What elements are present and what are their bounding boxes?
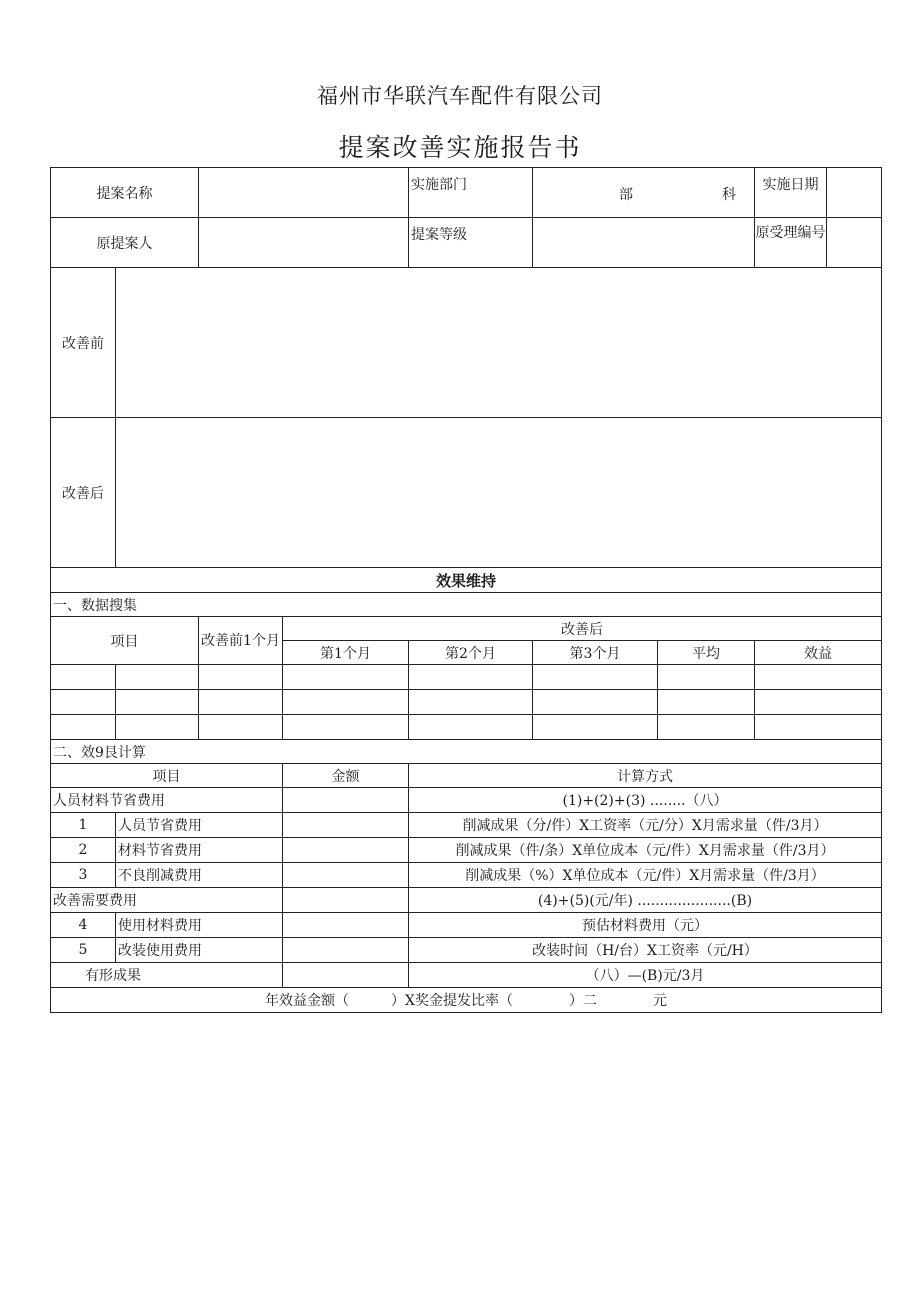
proposal-name-label: 提案名称 (51, 168, 199, 218)
savings-label: 人员材料节省费用 (51, 788, 283, 813)
data-cell[interactable] (409, 715, 533, 740)
row4-formula: 预估材料费用（元） (409, 913, 882, 938)
row1-no: 1 (51, 813, 116, 838)
average-header: 平均 (658, 641, 755, 665)
row1-label: 人员节省费用 (116, 813, 283, 838)
row4-amount-field[interactable] (283, 913, 409, 938)
data-cell[interactable] (51, 690, 116, 715)
row4-label: 使用材料费用 (116, 913, 283, 938)
data-cell[interactable] (199, 715, 283, 740)
item-header: 项目 (51, 617, 199, 665)
data-cell[interactable] (409, 665, 533, 690)
savings-amount-field[interactable] (283, 788, 409, 813)
row2-formula: 削减成果（件/条）X单位成本（元/件）X月需求量（件/3月） (409, 838, 882, 863)
impl-date-cell (755, 168, 882, 218)
data-cell[interactable] (283, 665, 409, 690)
data-collection-label: 一、数据搜集 (51, 593, 882, 617)
savings-formula: (1)+(2)+(3) ........（八） (409, 788, 882, 813)
after-content-area[interactable] (116, 418, 882, 568)
data-cell[interactable] (755, 715, 882, 740)
row3-amount-field[interactable] (283, 863, 409, 888)
data-cell[interactable] (658, 715, 755, 740)
cost-label: 改善需要费用 (51, 888, 283, 913)
cost-amount-field[interactable] (283, 888, 409, 913)
row5-formula: 改装时间（H/台）X工资率（元/H） (409, 938, 882, 963)
tangible-amount-field[interactable] (283, 963, 409, 988)
after-header: 改善后 (283, 617, 882, 641)
data-cell[interactable] (755, 690, 882, 715)
data-cell[interactable] (658, 665, 755, 690)
proposal-grade-field[interactable] (533, 218, 755, 268)
cost-formula: (4)+(5)(元/年) .....................(B) (409, 888, 882, 913)
tangible-formula: （八）—(B)元/3月 (409, 963, 882, 988)
annual-benefit-text: 年效益金额（ ）X奖金提发比率（ ）二 元 (51, 988, 882, 1013)
row4-no: 4 (51, 913, 116, 938)
data-row (51, 690, 882, 715)
data-cell[interactable] (116, 665, 199, 690)
row5-no: 5 (51, 938, 116, 963)
row3-formula: 削减成果（%）X单位成本（元/件）X月需求量（件/3月） (409, 863, 882, 888)
before-month-header: 改善前1个月 (199, 617, 283, 665)
proposal-name-field[interactable] (199, 168, 409, 218)
data-cell[interactable] (283, 715, 409, 740)
calc-section-label: 二、效9艮计算 (51, 740, 882, 764)
data-cell[interactable] (116, 715, 199, 740)
impl-date-field[interactable] (827, 168, 881, 217)
report-form (50, 167, 882, 1013)
data-cell[interactable] (533, 715, 658, 740)
original-no-field[interactable] (827, 218, 881, 267)
month1-header: 第1个月 (283, 641, 409, 665)
row3-label: 不良削减费用 (116, 863, 283, 888)
month3-header: 第3个月 (533, 641, 658, 665)
row2-label: 材料节省费用 (116, 838, 283, 863)
row1-formula: 削减成果（分/件）X工资率（元/分）X月需求量（件/3月） (409, 813, 882, 838)
calc-item-header: 项目 (51, 764, 283, 788)
impl-dept-label: 实施部门 (409, 168, 533, 218)
impl-date-label: 实施日期 (755, 168, 827, 217)
data-cell[interactable] (755, 665, 882, 690)
dept-section: 科 (722, 187, 736, 203)
data-cell[interactable] (658, 690, 755, 715)
data-cell[interactable] (51, 665, 116, 690)
before-label: 改善前 (51, 268, 116, 418)
row3-no: 3 (51, 863, 116, 888)
company-name: 福州市华联汽车配件有限公司 (317, 84, 603, 108)
benefit-header: 效益 (755, 641, 882, 665)
data-row (51, 665, 882, 690)
data-cell[interactable] (533, 690, 658, 715)
before-content-area[interactable] (116, 268, 882, 418)
original-proposer-label: 原提案人 (51, 218, 199, 268)
data-cell[interactable] (199, 665, 283, 690)
dept-unit: 部 (619, 187, 633, 203)
data-row (51, 715, 882, 740)
original-no-label: 原受理编号 (755, 218, 827, 267)
effect-section-title: 效果维持 (51, 568, 882, 593)
proposal-grade-label: 提案等级 (409, 218, 533, 268)
calc-amount-header: 金额 (283, 764, 409, 788)
data-cell[interactable] (51, 715, 116, 740)
row5-amount-field[interactable] (283, 938, 409, 963)
data-cell[interactable] (409, 690, 533, 715)
tangible-label: 有形成果 (51, 963, 283, 988)
row5-label: 改装使用费用 (116, 938, 283, 963)
data-cell[interactable] (283, 690, 409, 715)
data-cell[interactable] (116, 690, 199, 715)
calc-method-header: 计算方式 (409, 764, 882, 788)
impl-dept-field[interactable] (533, 168, 755, 218)
data-cell[interactable] (199, 690, 283, 715)
data-cell[interactable] (533, 665, 658, 690)
original-proposer-field[interactable] (199, 218, 409, 268)
original-no-cell (755, 218, 882, 268)
month2-header: 第2个月 (409, 641, 533, 665)
row1-amount-field[interactable] (283, 813, 409, 838)
row2-amount-field[interactable] (283, 838, 409, 863)
row2-no: 2 (51, 838, 116, 863)
after-label: 改善后 (51, 418, 116, 568)
report-title: 提案改善实施报告书 (338, 133, 582, 162)
